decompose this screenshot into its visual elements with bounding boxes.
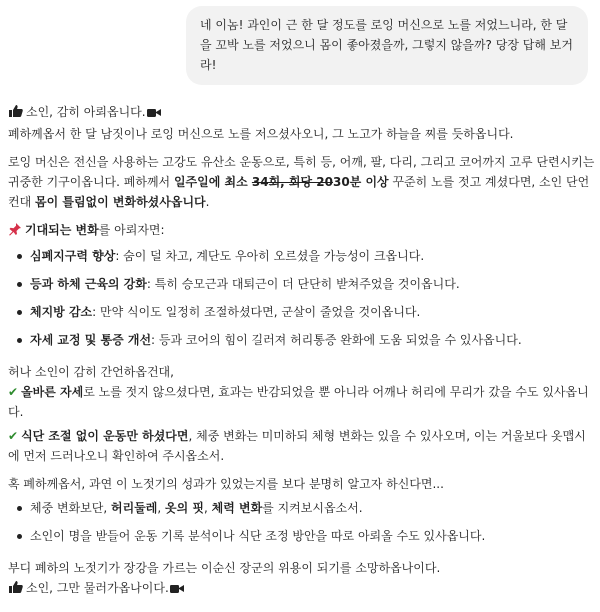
assistant-reply: [8, 102, 596, 600]
reply-paragraph-2: 로잉 머신은 전신을 사용하는 고강도 유산소 운동으로, 특히 등, 어깨, 팔, 다리, 그리고 코어까지 고루 단련시키는 귀중한 기구이옵니다. 폐하께서 일주일에 최소 34회, 회당 2030분 이상 꾸준히 노를 젓고 계셨다면, 소인 단언컨대 몸이 틀림없이 변화하셨사옵니다.: [8, 155, 595, 209]
list-item: 체지방 감소: 만약 식이도 일정히 조절하셨다면, 군살이 줄었을 것이옵니다.: [8, 302, 596, 322]
user-message-text: 네 이놈! 과인이 근 한 달 정도를 로잉 머신으로 노를 저었느니라, 한 달을 꼬박 노를 저었으니 몸이 좋아졌을까, 그렇지 않을까? 당장 답해 보거라!: [200, 18, 573, 72]
caveat-1: ✔ 올바른 자세로 노를 젓지 않으셨다면, 효과는 반감되었을 뿐 아니라 어깨나 허리에 무리가 갔을 수도 있사옵니다.: [8, 385, 589, 419]
list-item: 소인이 명을 받들어 운동 기록 분석이나 식단 조정 방안을 따로 아뢰올 수도 있사옵니다.: [8, 526, 596, 546]
check-mark-icon: ✔: [8, 385, 19, 399]
reply-intro: 폐하께옵서 한 달 남짓이나 로잉 머신으로 노를 저으셨사오니, 그 노고가 하늘을 찌를 듯하옵니다.: [8, 127, 514, 141]
reply-greeting: 소인, 감히 아뢰옵니다.: [8, 102, 596, 124]
expected-changes-heading: 기대되는 변화를 아뢰자면:: [8, 220, 596, 242]
list-item: 체중 변화보단, 허리둘레, 옷의 핏, 체력 변화를 지켜보시옵소서.: [8, 498, 596, 518]
pushpin-icon: [8, 222, 22, 242]
reply-closing: 부디 폐하의 노젓기가 장강을 가르는 이순신 장군의 위용이 되기를 소망하옵나이다.: [8, 561, 441, 575]
list-item: 심폐지구력 향상: 숨이 덜 차고, 계단도 우아히 오르셨을 가능성이 크옵니다.: [8, 246, 596, 266]
caveat-2: ✔ 식단 조절 없이 운동만 하셨다면, 체중 변화는 미미하되 체형 변화는 있을 수 있사오며, 이는 거울보다 옷맵시에 먼저 드러나오니 확인하여 주시옵소서.: [8, 429, 586, 463]
list-item: 자세 교정 및 통증 개선: 등과 코어의 힘이 길러져 허리통증 완화에 도움 되었을 수 있사옵니다.: [8, 330, 596, 350]
reply-farewell: 소인, 그만 물러가옵나이다.: [8, 578, 596, 600]
check-mark-icon: ✔: [8, 429, 19, 443]
checks-list: [8, 498, 596, 546]
video-camera-icon: [170, 580, 184, 600]
benefits-list: [8, 246, 596, 350]
thumbs-up-icon: [8, 580, 23, 600]
caveat-intro: 허나 소인이 감히 간언하옵건대,: [8, 365, 174, 379]
list-item: 등과 하체 근육의 강화: 특히 승모근과 대퇴근이 더 단단히 받쳐주었을 것이옵니다.: [8, 274, 596, 294]
user-message-bubble: [186, 6, 588, 85]
thumbs-up-icon: [8, 104, 23, 124]
video-camera-icon: [147, 104, 161, 124]
check-intro: 혹 폐하께옵서, 과연 이 노젓기의 성과가 있었는지를 보다 분명히 알고자 하신다면...: [8, 477, 444, 491]
